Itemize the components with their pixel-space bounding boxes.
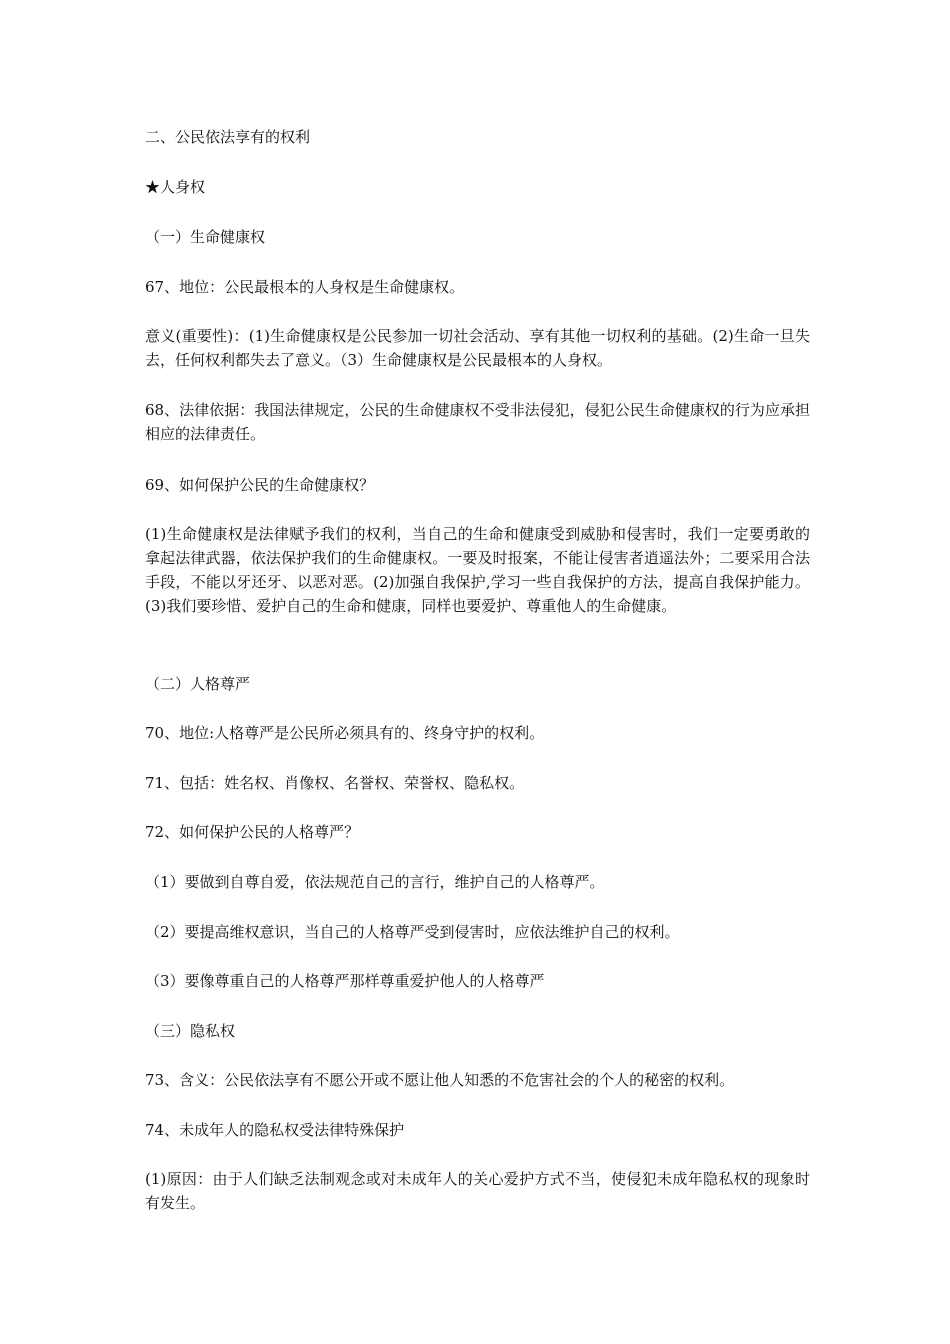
answer-72-item: （3）要像尊重自己的人格尊严那样尊重爱护他人的人格尊严 <box>145 972 545 990</box>
subsection-heading: （一）生命健康权 <box>145 228 266 246</box>
paragraph-68: 68、法律依据：我国法律规定，公民的生命健康权不受非法侵犯，侵犯公民生命健康权的行为应承担相应的法律责任。 <box>145 401 810 443</box>
answer-69: (1)生命健康权是法律赋予我们的权利，当自己的生命和健康受到威胁和侵害时，我们一定要勇敢的拿起法律武器，依法保护我们的生命健康权。一要及时报案，不能让侵害者逍遥法外；二要采用合法手段，不能以牙还牙、以恶对恶。(2)加强自我保护,学习一些自我保护的方法，提高自我保护能力。(3)我们要珍惜、爱护自己的生命和健康，同样也要爱护、尊重他人的生命健康。 <box>145 525 810 615</box>
paragraph-70: 70、地位:人格尊严是公民所必须具有的、终身守护的权利。 <box>145 724 545 742</box>
answer-72-item: （1）要做到自尊自爱，依法规范自己的言行，维护自己的人格尊严。 <box>145 873 605 891</box>
question-72: 72、如何保护公民的人格尊严？ <box>145 823 360 841</box>
answer-74-item: (1)原因：由于人们缺乏法制观念或对未成年人的关心爱护方式不当，使侵犯未成年隐私权的现象时有发生。 <box>145 1170 810 1212</box>
answer-72-item: （2）要提高维权意识，当自己的人格尊严受到侵害时，应依法维护自己的权利。 <box>145 923 680 941</box>
topic-heading: ★人身权 <box>145 178 206 196</box>
paragraph-67: 67、地位：公民最根本的人身权是生命健康权。 <box>145 278 465 296</box>
paragraph-67-meaning: 意义(重要性)：(1)生命健康权是公民参加一切社会活动、享有其他一切权利的基础。(2)生命一旦失去，任何权利都失去了意义。（3）生命健康权是公民最根本的人身权。 <box>145 327 810 369</box>
paragraph-71: 71、包括：姓名权、肖像权、名誉权、荣誉权、隐私权。 <box>145 774 525 792</box>
subsection-heading: （二）人格尊严 <box>145 675 251 693</box>
section-title: 二、公民依法享有的权利 <box>145 128 311 146</box>
question-69: 69、如何保护公民的生命健康权？ <box>145 476 375 494</box>
subsection-heading: （三）隐私权 <box>145 1022 236 1040</box>
paragraph-73: 73、含义：公民依法享有不愿公开或不愿让他人知悉的不危害社会的个人的秘密的权利。 <box>145 1071 735 1089</box>
paragraph-74: 74、未成年人的隐私权受法律特殊保护 <box>145 1121 405 1139</box>
